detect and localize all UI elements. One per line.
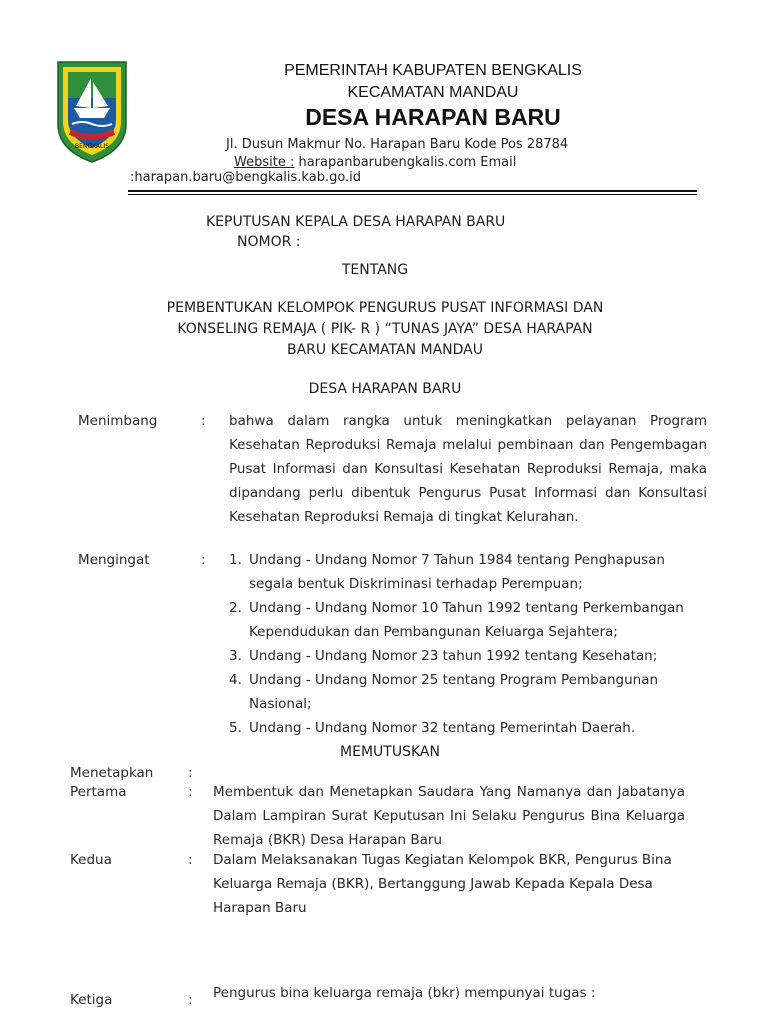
kedua-colon: :: [188, 852, 193, 868]
pertama-colon: :: [188, 784, 193, 800]
pertama-line-1: Membentuk dan Menetapkan Saudara Yang Namanya dan Jabatanya: [213, 784, 685, 800]
menimbang-colon: :: [201, 413, 206, 429]
pertama-line-2: Dalam Lampiran Surat Keputusan Ini Selaku Pengurus Bina Keluarga: [213, 808, 685, 824]
website-line: [234, 155, 516, 170]
menimbang-label: Menimbang: [78, 413, 158, 429]
kedua-line-1: Dalam Melaksanakan Tugas Kegiatan Kelompok BKR, Pengurus Bina: [213, 852, 672, 868]
list-item-text-cont: segala bentuk Diskriminasi terhadap Perempuan;: [249, 576, 583, 592]
list-item-number: 1.: [229, 552, 242, 568]
header-divider-thin: [128, 194, 697, 195]
website-label: Website :: [234, 155, 295, 170]
village-heading: DESA HARAPAN BARU: [308, 381, 462, 397]
menimbang-line-5: Kesehatan Reproduksi Remaja di tingkat Kelurahan.: [229, 509, 579, 525]
list-item-number: 3.: [229, 648, 242, 664]
subject-line-1: PEMBENTUKAN KELOMPOK PENGURUS PUSAT INFORMASI DAN: [166, 300, 604, 316]
menimbang-line-4: dipandang perlu dibentuk Pengurus Pusat Informasi dan Konsultasi: [229, 485, 707, 501]
header-divider: [128, 190, 697, 192]
list-item-number: 2.: [229, 600, 242, 616]
menetapkan-colon: :: [188, 765, 193, 781]
list-item-text-cont: Kependudukan dan Pembangunan Keluarga Sejahtera;: [249, 624, 618, 640]
website-value[interactable]: harapanbarubengkalis.com Email: [294, 155, 517, 170]
ketiga-label: Ketiga: [70, 992, 113, 1008]
district-name: KECAMATAN MANDAU: [347, 84, 519, 101]
svg-text:BENGKALIS: BENGKALIS: [75, 143, 109, 150]
kedua-line-3: Harapan Baru: [213, 900, 307, 916]
list-item-text: Undang - Undang Nomor 23 tahun 1992 tentang Kesehatan;: [249, 648, 658, 664]
list-item-text: Undang - Undang Nomor 10 Tahun 1992 tentang Perkembangan: [249, 600, 684, 616]
list-item-text: Undang - Undang Nomor 32 tentang Pemerintah Daerah.: [249, 720, 636, 736]
decision-number: NOMOR :: [237, 234, 301, 250]
list-item-text-cont: Nasional;: [249, 696, 312, 712]
memutuskan-heading: MEMUTUSKAN: [340, 744, 440, 760]
ketiga-text: Pengurus bina keluarga remaja (bkr) mempunyai tugas :: [213, 985, 596, 1001]
list-item-text: Undang - Undang Nomor 25 tentang Program Pembangunan: [249, 672, 659, 688]
list-item-text: Undang - Undang Nomor 7 Tahun 1984 tentang Penghapusan: [249, 552, 665, 568]
mengingat-label: Mengingat: [78, 552, 150, 568]
kedua-line-2: Keluarga Remaja (BKR), Bertanggung Jawab Kepada Kepala Desa: [213, 876, 653, 892]
email-line[interactable]: :harapan.baru@bengkalis.kab.go.id: [130, 170, 362, 185]
decision-title: KEPUTUSAN KEPALA DESA HARAPAN BARU: [206, 214, 506, 230]
bengkalis-emblem-logo: [54, 58, 130, 164]
subject-line-2: KONSELING REMAJA ( PIK- R ) “TUNAS JAYA” DESA HARAPAN: [177, 321, 593, 337]
about-heading: TENTANG: [341, 262, 409, 278]
ketiga-colon: :: [188, 992, 193, 1008]
pertama-line-3: Remaja (BKR) Desa Harapan Baru: [213, 832, 443, 848]
pertama-label: Pertama: [70, 784, 127, 800]
menimbang-line-3: Pusat Informasi dan Konsultasi Kesehatan Reproduksi Remaja, maka: [229, 461, 707, 477]
subject-line-3: BARU KECAMATAN MANDAU: [286, 342, 483, 358]
kedua-label: Kedua: [70, 852, 112, 868]
list-item-number: 4.: [229, 672, 242, 688]
government-name: PEMERINTAH KABUPATEN BENGKALIS: [284, 62, 582, 79]
village-name: DESA HARAPAN BARU: [305, 104, 561, 130]
list-item-number: 5.: [229, 720, 242, 736]
mengingat-colon: :: [201, 552, 206, 568]
menimbang-line-2: Kesehatan Reproduksi Remaja melalui pembinaan dan Pengembagan: [229, 437, 707, 453]
address-line: Jl. Dusun Makmur No. Harapan Baru Kode Pos 28784: [226, 137, 569, 152]
menetapkan-label: Menetapkan: [70, 765, 154, 781]
menimbang-line-1: bahwa dalam rangka untuk meningkatkan pelayanan Program: [229, 413, 707, 429]
